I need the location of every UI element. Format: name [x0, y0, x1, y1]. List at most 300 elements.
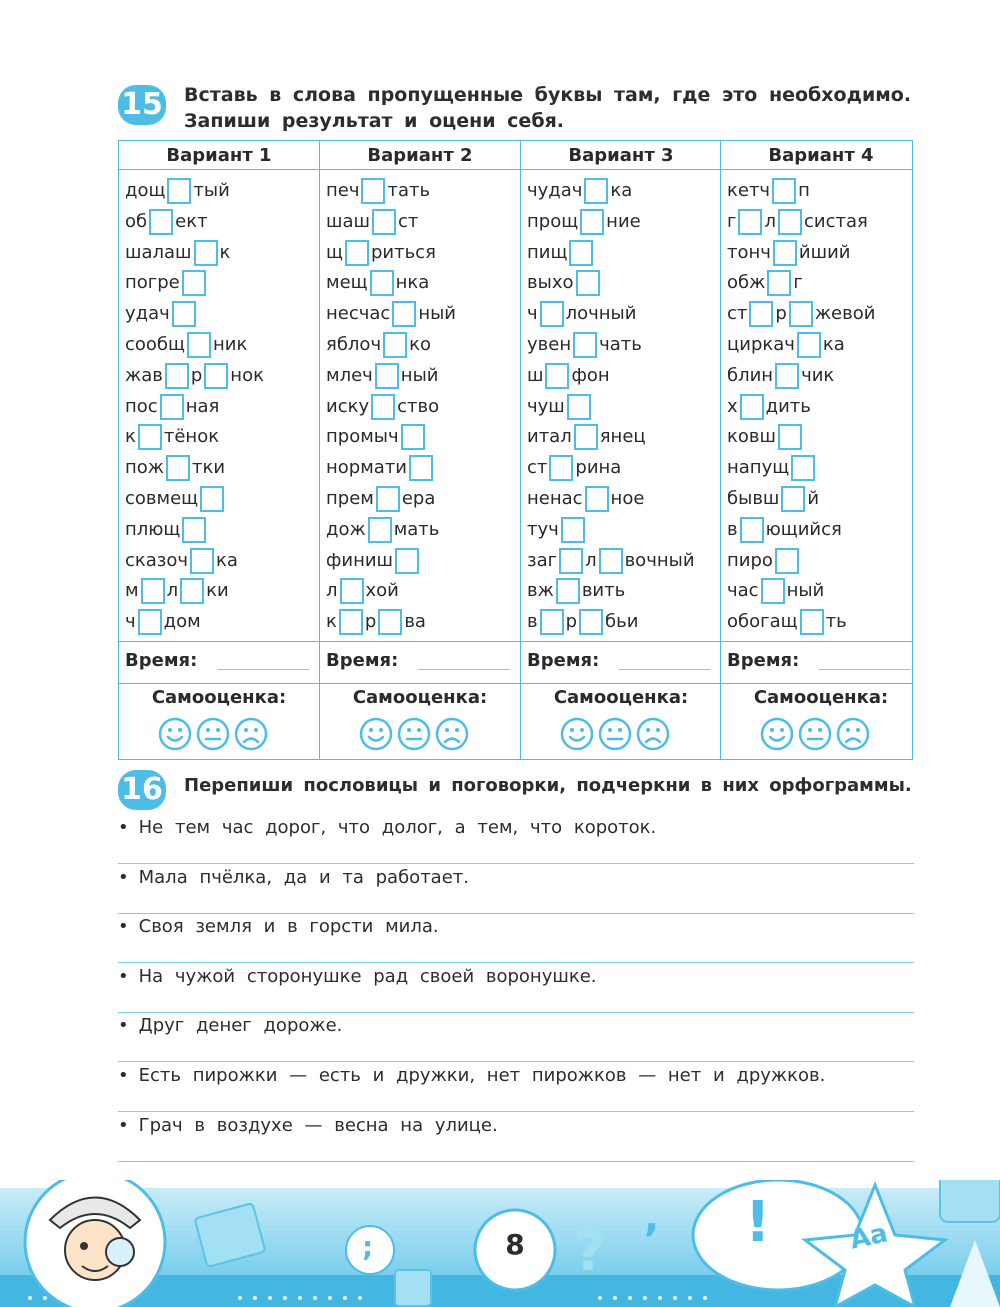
time-answer-line[interactable]	[418, 669, 510, 670]
happy-face-icon[interactable]	[560, 717, 594, 751]
word-fragment: час	[727, 580, 759, 602]
word-item	[727, 331, 845, 359]
word-fragment: тёнок	[163, 426, 220, 448]
proverb-text: Мала пчёлка, да и та работает.	[138, 866, 469, 888]
word-fragment: рина	[575, 457, 622, 479]
letter-input-box[interactable]	[789, 301, 813, 327]
letter-input-box[interactable]	[141, 578, 165, 604]
word-fragment: обогащ	[727, 611, 798, 633]
word-fragment: сказоч	[125, 549, 189, 571]
word-fragment: вить	[581, 580, 626, 602]
word-item	[326, 454, 435, 482]
word-item	[125, 516, 208, 544]
word-item	[125, 331, 247, 359]
word-fragment: ч	[527, 303, 538, 325]
word-fragment: к	[125, 426, 136, 448]
bullet: •	[118, 965, 129, 987]
word-fragment: ера	[401, 488, 436, 509]
word-fragment: яблоч	[326, 334, 382, 355]
sad-face-icon[interactable]	[234, 717, 268, 751]
variant-4-title: Вариант 4	[768, 145, 874, 166]
letter-input-box[interactable]	[340, 578, 364, 604]
header-row-divider	[119, 169, 912, 170]
column-divider	[720, 141, 721, 759]
word-fragment: увен	[527, 334, 572, 355]
writing-line[interactable]	[118, 1012, 914, 1013]
word-fragment: ки	[206, 580, 229, 602]
semicolon-glyph: ;	[362, 1230, 374, 1263]
bullet: •	[118, 916, 129, 938]
word-fragment: мещ	[326, 272, 368, 294]
comma-glyph: ,	[644, 1195, 660, 1241]
word-fragment: нормати	[326, 457, 407, 479]
word-fragment: ш	[527, 364, 544, 386]
letter-input-box[interactable]	[573, 332, 597, 358]
letter-input-box[interactable]	[540, 301, 564, 327]
proverb-text: Своя земля и в горсти мила.	[138, 916, 439, 938]
letter-input-box[interactable]	[540, 609, 564, 635]
bullet: •	[118, 866, 129, 888]
word-fragment: пож	[125, 457, 164, 479]
word-fragment: лочный	[565, 303, 637, 325]
proverb-text: Грач в воздухе — весна на улице.	[138, 1114, 498, 1136]
word-item	[326, 239, 436, 267]
exercise-table	[118, 140, 913, 760]
word-fragment: ч	[125, 611, 136, 633]
word-fragment: тать	[387, 180, 431, 201]
letter-input-box[interactable]	[187, 332, 211, 358]
writing-line[interactable]	[118, 863, 914, 864]
word-fragment: об	[125, 210, 148, 232]
time-label: Время:	[527, 650, 600, 671]
writing-line[interactable]	[118, 913, 914, 914]
word-fragment: й	[807, 488, 820, 509]
word-item	[125, 608, 201, 636]
word-item	[326, 485, 435, 513]
letter-input-box[interactable]	[376, 486, 400, 512]
time-label: Время:	[727, 650, 800, 671]
time-answer-line[interactable]	[217, 669, 309, 670]
word-item	[727, 454, 817, 482]
time-label: Время:	[125, 650, 198, 671]
word-fragment: напущ	[727, 457, 790, 479]
column-divider	[520, 141, 521, 759]
exclamation-glyph: !	[745, 1190, 771, 1255]
word-fragment: тки	[192, 457, 226, 479]
letter-input-box[interactable]	[375, 363, 399, 389]
word-fragment: ст	[527, 457, 548, 479]
word-item	[125, 177, 230, 205]
happy-face-icon[interactable]	[158, 717, 192, 751]
proverb-text: Не тем час дорог, что долог, а тем, что короток.	[138, 817, 657, 838]
sad-face-icon[interactable]	[636, 717, 670, 751]
letter-input-box[interactable]	[599, 548, 623, 574]
letter-input-box[interactable]	[574, 424, 598, 450]
letter-input-box[interactable]	[190, 548, 214, 574]
letter-input-box[interactable]	[791, 455, 815, 481]
word-fragment: бывш	[727, 488, 780, 509]
page-number: 8	[505, 1228, 525, 1261]
word-item	[527, 300, 636, 328]
proverb-text: Есть пирожки — есть и дружки, нет пирожков — нет и дружков.	[138, 1065, 826, 1086]
word-fragment: вочный	[624, 549, 695, 571]
word-fragment: ние	[606, 210, 641, 232]
letter-input-box[interactable]	[395, 548, 419, 574]
word-item	[125, 423, 219, 451]
word-item	[326, 331, 431, 359]
word-fragment: тый	[193, 180, 230, 201]
letter-input-box[interactable]	[368, 517, 392, 543]
word-item	[326, 300, 456, 328]
word-fragment: жав	[125, 364, 163, 386]
word-fragment: хой	[365, 580, 399, 602]
word-fragment: ство	[397, 395, 440, 417]
word-fragment: ст	[727, 303, 748, 325]
task-16-instruction: Перепиши пословицы и поговорки, подчеркни в них орфограммы.	[184, 775, 912, 796]
writing-line[interactable]	[118, 962, 914, 963]
word-item	[125, 577, 229, 605]
word-fragment: ный	[400, 364, 439, 386]
word-item	[326, 423, 427, 451]
writing-line[interactable]	[118, 1111, 914, 1112]
word-fragment: ник	[212, 334, 248, 355]
word-item	[326, 577, 399, 605]
neutral-face-icon[interactable]	[798, 717, 832, 751]
word-fragment: чать	[599, 334, 642, 355]
letter-input-box[interactable]	[180, 578, 204, 604]
word-fragment: ющийся	[765, 518, 842, 540]
letter-input-box[interactable]	[378, 609, 402, 635]
word-fragment: удач	[125, 303, 170, 325]
word-item	[727, 300, 875, 328]
sad-face-icon[interactable]	[435, 717, 469, 751]
letter-input-box[interactable]	[160, 394, 184, 420]
word-fragment: фон	[571, 364, 610, 386]
word-fragment: печ	[326, 180, 360, 201]
column-divider	[319, 141, 320, 759]
letter-input-box[interactable]	[772, 178, 796, 204]
letter-input-box[interactable]	[775, 363, 799, 389]
word-item	[527, 393, 593, 421]
letter-input-box[interactable]	[584, 178, 608, 204]
word-fragment: ст	[397, 210, 419, 232]
letter-input-box[interactable]	[172, 301, 196, 327]
letter-input-box[interactable]	[383, 332, 407, 358]
word-fragment: ный	[786, 580, 825, 602]
letter-input-box[interactable]	[778, 424, 802, 450]
letter-input-box[interactable]	[585, 486, 609, 512]
word-item	[527, 454, 621, 482]
word-fragment: г	[793, 272, 803, 294]
letter-input-box[interactable]	[559, 548, 583, 574]
word-item	[326, 516, 439, 544]
word-item	[727, 608, 847, 636]
word-fragment: ное	[610, 488, 645, 509]
word-item	[527, 269, 602, 297]
word-fragment: ненас	[527, 488, 583, 509]
time-row-divider	[119, 683, 912, 684]
letter-input-box[interactable]	[149, 209, 173, 235]
letter-input-box[interactable]	[371, 394, 395, 420]
word-item	[727, 239, 850, 267]
word-item	[326, 547, 421, 575]
word-fragment: ковш	[727, 426, 776, 448]
word-item	[326, 208, 418, 236]
self-assessment-faces	[760, 717, 870, 751]
proverb-text: На чужой сторонушке рад своей воронушке.	[138, 965, 597, 987]
word-item	[527, 423, 646, 451]
letter-input-box[interactable]	[345, 240, 369, 266]
word-fragment: пищ	[527, 241, 568, 263]
word-fragment: прем	[326, 488, 374, 509]
word-fragment: ный	[418, 303, 456, 325]
word-item	[727, 485, 819, 513]
word-item	[527, 547, 695, 575]
word-item	[727, 177, 810, 205]
word-fragment: л	[585, 549, 597, 571]
sad-face-icon[interactable]	[836, 717, 870, 751]
letter-input-box[interactable]	[409, 455, 433, 481]
word-fragment: м	[125, 580, 139, 602]
word-fragment: нок	[230, 364, 264, 386]
word-item	[326, 269, 429, 297]
word-fragment: л	[166, 580, 179, 602]
letter-input-box[interactable]	[580, 209, 604, 235]
letter-input-box[interactable]	[749, 301, 773, 327]
letter-input-box[interactable]	[166, 455, 190, 481]
word-item	[125, 239, 230, 267]
happy-face-icon[interactable]	[760, 717, 794, 751]
word-item	[527, 608, 638, 636]
word-fragment: финиш	[326, 549, 394, 571]
letter-input-box[interactable]	[138, 424, 162, 450]
word-item	[527, 577, 625, 605]
word-fragment: систая	[803, 210, 868, 232]
letter-input-box[interactable]	[167, 178, 191, 204]
self-assessment-label: Самооценка:	[151, 687, 287, 708]
word-item	[727, 516, 842, 544]
word-item	[527, 516, 587, 544]
time-answer-line[interactable]	[819, 669, 911, 670]
word-fragment: шаш	[326, 210, 370, 232]
word-item	[125, 547, 238, 575]
word-fragment: в	[527, 611, 538, 633]
word-fragment: чик	[801, 364, 835, 386]
neutral-face-icon[interactable]	[598, 717, 632, 751]
word-fragment: бьи	[605, 611, 639, 633]
letter-input-box[interactable]	[138, 609, 162, 635]
word-fragment: дощ	[125, 180, 166, 201]
word-fragment: ть	[825, 611, 847, 633]
word-fragment: мать	[393, 518, 440, 540]
word-item	[326, 393, 439, 421]
word-fragment: п	[798, 180, 810, 201]
word-fragment: промыч	[326, 426, 399, 448]
question-glyph: ?	[574, 1220, 606, 1283]
happy-face-icon[interactable]	[359, 717, 393, 751]
letter-input-box[interactable]	[370, 270, 394, 296]
word-item	[527, 485, 644, 513]
word-item	[727, 423, 804, 451]
bullet: •	[118, 1065, 129, 1086]
letter-input-box[interactable]	[182, 270, 206, 296]
word-fragment: дом	[163, 611, 201, 633]
variant-3-title: Вариант 3	[568, 145, 674, 166]
neutral-face-icon[interactable]	[397, 717, 431, 751]
word-fragment: х	[727, 395, 738, 417]
writing-line[interactable]	[118, 1061, 914, 1062]
letter-input-box[interactable]	[579, 609, 603, 635]
word-fragment: прощ	[527, 210, 579, 232]
letter-input-box[interactable]	[740, 517, 764, 543]
word-fragment: к	[219, 241, 231, 263]
self-assessment-label: Самооценка:	[352, 687, 488, 708]
word-fragment: чудач	[527, 180, 583, 201]
word-fragment: щ	[326, 241, 343, 263]
letter-input-box[interactable]	[194, 240, 218, 266]
word-fragment: ная	[185, 395, 220, 417]
proverb-item	[118, 817, 656, 838]
detective-boy-icon	[25, 1180, 165, 1307]
letter-input-box[interactable]	[797, 332, 821, 358]
word-fragment: шалаш	[125, 241, 192, 263]
word-fragment: вж	[527, 580, 554, 602]
word-fragment: г	[727, 210, 737, 232]
neutral-face-icon[interactable]	[196, 717, 230, 751]
letter-input-box[interactable]	[761, 578, 785, 604]
self-assessment-label: Самооценка:	[553, 687, 689, 708]
bullet: •	[118, 817, 129, 838]
word-fragment: чуш	[527, 395, 565, 417]
letter-input-box[interactable]	[561, 517, 585, 543]
proverb-item	[118, 867, 469, 888]
letter-input-box[interactable]	[204, 363, 228, 389]
letter-input-box[interactable]	[165, 363, 189, 389]
self-assessment-faces	[158, 717, 268, 751]
time-answer-line[interactable]	[619, 669, 711, 670]
word-item	[326, 177, 430, 205]
word-item	[527, 331, 642, 359]
writing-line[interactable]	[118, 1161, 914, 1162]
word-fragment: ко	[409, 334, 431, 355]
proverb-item	[118, 966, 597, 987]
letter-input-box[interactable]	[773, 240, 797, 266]
letter-input-box[interactable]	[576, 270, 600, 296]
word-fragment: ка	[216, 549, 238, 571]
word-fragment: заг	[527, 549, 558, 571]
self-assessment-faces	[359, 717, 469, 751]
word-item	[527, 362, 610, 390]
word-item	[727, 362, 834, 390]
self-assessment-faces	[560, 717, 670, 751]
word-item	[527, 239, 595, 267]
letter-input-box[interactable]	[361, 178, 385, 204]
letter-input-box[interactable]	[569, 240, 593, 266]
letter-input-box[interactable]	[738, 209, 762, 235]
word-item	[727, 393, 811, 421]
self-assessment-label: Самооценка:	[753, 687, 889, 708]
word-item	[125, 454, 225, 482]
words-row-divider	[119, 641, 912, 642]
word-fragment: туч	[527, 518, 559, 540]
aa-glyph: Aa	[847, 1218, 891, 1256]
word-fragment: иску	[326, 395, 370, 417]
letter-input-box[interactable]	[767, 270, 791, 296]
word-fragment: ва	[404, 611, 426, 633]
proverb-text: Друг денег дороже.	[138, 1015, 343, 1037]
letter-input-box[interactable]	[781, 486, 805, 512]
time-label: Время:	[326, 650, 399, 671]
letter-input-box[interactable]	[200, 486, 224, 512]
task-15-number-badge: 15	[118, 85, 166, 125]
proverb-item	[118, 916, 439, 937]
word-item	[727, 208, 868, 236]
word-fragment: пос	[125, 395, 158, 417]
word-fragment: дить	[765, 395, 811, 417]
word-fragment: йший	[798, 241, 851, 263]
word-fragment: совмещ	[125, 488, 199, 509]
word-item	[125, 300, 198, 328]
letter-input-box[interactable]	[778, 209, 802, 235]
word-item	[727, 269, 803, 297]
word-fragment: итал	[527, 426, 572, 448]
proverb-item	[118, 1015, 342, 1036]
bullet: •	[118, 1114, 129, 1136]
word-item	[125, 362, 264, 390]
word-item	[727, 577, 824, 605]
letter-input-box[interactable]	[339, 609, 363, 635]
word-fragment: блин	[727, 364, 774, 386]
word-fragment: янец	[599, 426, 646, 448]
word-fragment: тонч	[727, 241, 771, 263]
proverb-item	[118, 1065, 825, 1086]
word-item	[125, 269, 208, 297]
word-fragment: погре	[125, 272, 180, 294]
word-item	[527, 208, 641, 236]
letter-input-box[interactable]	[545, 363, 569, 389]
word-fragment: кетч	[727, 180, 771, 201]
letter-input-box[interactable]	[372, 209, 396, 235]
word-fragment: л	[764, 210, 776, 232]
word-fragment: к	[326, 611, 337, 633]
letter-input-box[interactable]	[740, 394, 764, 420]
letter-input-box[interactable]	[567, 394, 591, 420]
letter-input-box[interactable]	[392, 301, 416, 327]
word-fragment: л	[326, 580, 338, 602]
word-fragment: р	[190, 364, 203, 386]
word-fragment: циркач	[727, 334, 795, 355]
word-fragment: сообщ	[125, 334, 185, 355]
word-fragment: в	[727, 518, 738, 540]
letter-input-box[interactable]	[775, 548, 799, 574]
variant-2-title: Вариант 2	[367, 145, 473, 166]
word-fragment: жевой	[814, 303, 876, 325]
word-item	[125, 393, 219, 421]
word-item	[326, 608, 426, 636]
letter-input-box[interactable]	[401, 424, 425, 450]
letter-input-box[interactable]	[800, 609, 824, 635]
task-16-number-badge: 16	[118, 770, 166, 810]
letter-input-box[interactable]	[549, 455, 573, 481]
word-fragment: ка	[822, 334, 845, 355]
variant-1-title: Вариант 1	[166, 145, 272, 166]
word-fragment: р	[565, 611, 578, 633]
word-fragment: р	[775, 303, 787, 325]
letter-input-box[interactable]	[556, 578, 580, 604]
word-fragment: обж	[727, 272, 766, 294]
word-fragment: р	[364, 611, 377, 633]
letter-input-box[interactable]	[182, 517, 206, 543]
